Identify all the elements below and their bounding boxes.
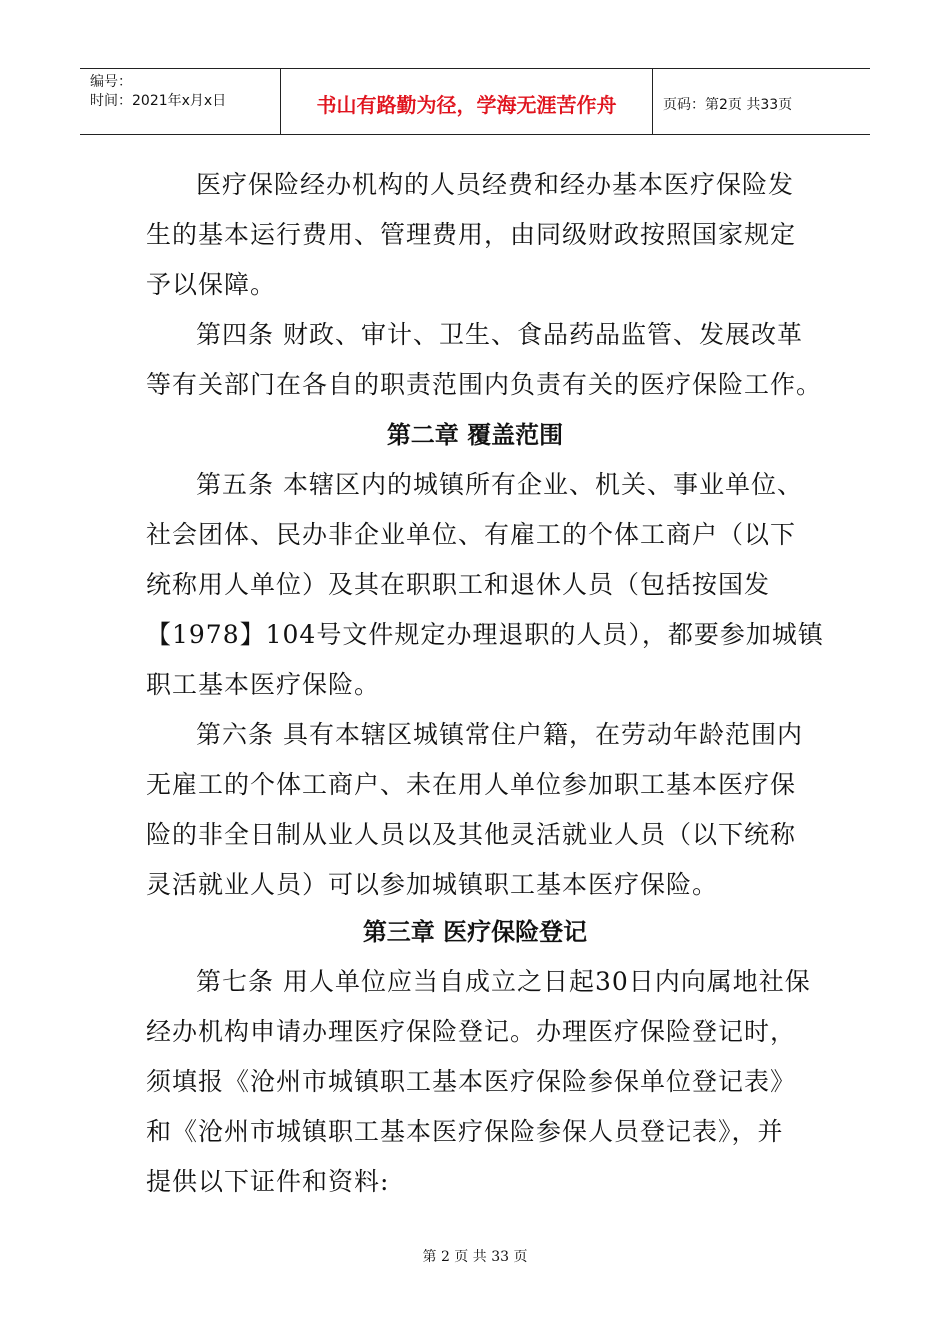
document-number-label: 编号： <box>90 74 132 90</box>
text-line: 和《沧州市城镇职工基本医疗保险参保人员登记表》，并 <box>146 1117 784 1146</box>
text-line: 险的非全日制从业人员以及其他灵活就业人员（以下统称 <box>146 820 797 849</box>
text-line: 予以保障。 <box>146 270 277 299</box>
paragraph-article-7 <box>146 957 811 1207</box>
text-line: 【1978】104号文件规定办理退职的人员），都要参加城镇 <box>146 620 824 649</box>
text-line: 第六条 具有本辖区城镇常住户籍，在劳动年龄范围内 <box>196 720 803 749</box>
text-line: 灵活就业人员）可以参加城镇职工基本医疗保险。 <box>146 870 719 899</box>
header-motto: 书山有路勤为径，学海无涯苦作舟 <box>281 69 653 134</box>
header-meta <box>80 69 281 134</box>
header-page-info: 页码：第2页 共33页 <box>663 96 793 113</box>
text-line: 无雇工的个体工商户、未在用人单位参加职工基本医疗保 <box>146 770 797 799</box>
paragraph-article-4 <box>146 310 823 410</box>
text-line: 经办机构申请办理医疗保险登记。办理医疗保险登记时， <box>146 1017 797 1046</box>
text-line: 须填报《沧州市城镇职工基本医疗保险参保单位登记表》 <box>146 1067 797 1096</box>
paragraph-funding <box>146 160 806 310</box>
document-date-label: 时间：2021年x月x日 <box>90 93 227 109</box>
text-line: 提供以下证件和资料: <box>146 1167 390 1196</box>
text-line: 第七条 用人单位应当自成立之日起30日内向属地社保 <box>196 967 811 996</box>
page-header <box>80 68 870 135</box>
text-line: 职工基本医疗保险。 <box>146 670 381 699</box>
text-line: 生的基本运行费用、管理费用，由同级财政按照国家规定 <box>146 220 797 249</box>
text-line: 统称用人单位）及其在职职工和退休人员（包括按国发 <box>146 570 771 599</box>
text-line: 社会团体、民办非企业单位、有雇工的个体工商户（以下 <box>146 520 797 549</box>
paragraph-article-5 <box>146 460 824 710</box>
chapter-2-heading: 第二章 覆盖范围 <box>386 421 564 449</box>
text-line: 第五条 本辖区内的城镇所有企业、机关、事业单位、 <box>196 470 803 499</box>
paragraph-article-6 <box>146 710 806 910</box>
chapter-3-heading: 第三章 医疗保险登记 <box>362 918 588 946</box>
page-footer: 第 2 页 共 33 页 <box>422 1249 528 1265</box>
text-line: 医疗保险经办机构的人员经费和经办基本医疗保险发 <box>196 170 795 199</box>
text-line: 第四条 财政、审计、卫生、食品药品监管、发展改革 <box>196 320 803 349</box>
text-line: 等有关部门在各自的职责范围内负责有关的医疗保险工作。 <box>146 370 823 399</box>
